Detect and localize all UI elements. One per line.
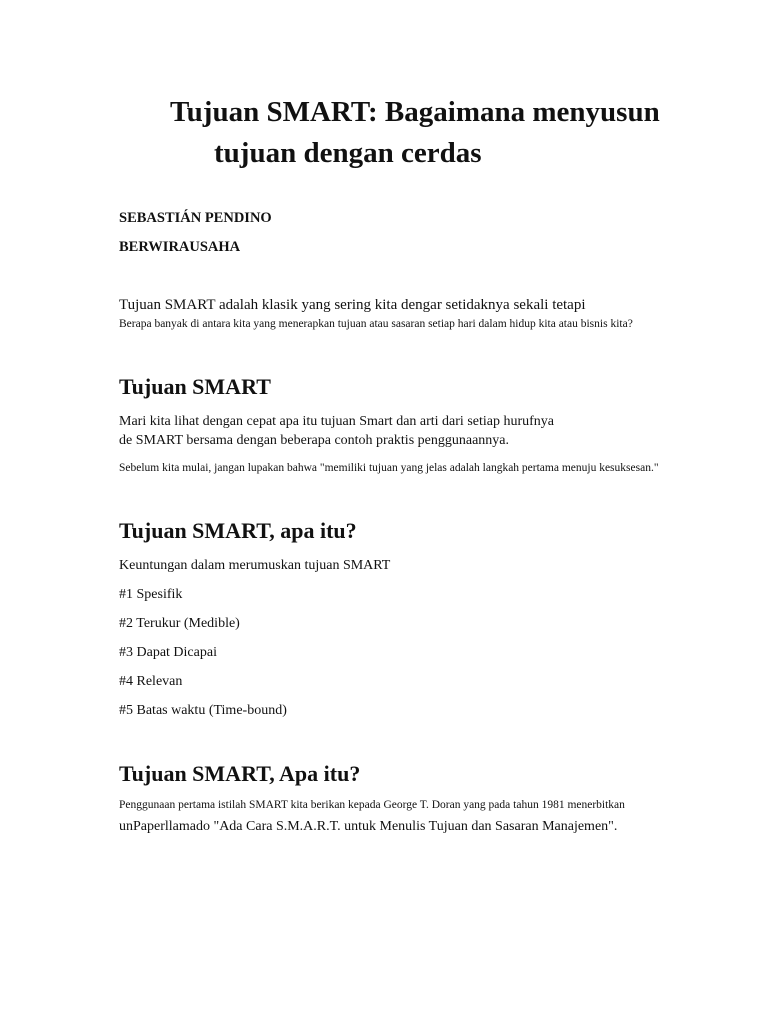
list-item-batas-waktu: #5 Batas waktu (Time-bound)	[119, 703, 287, 718]
document-title-line-1: Tujuan SMART: Bagaimana menyusun	[170, 96, 660, 128]
section-heading-apa-itu: Tujuan SMART, apa itu?	[119, 518, 357, 543]
list-item-spesifik: #1 Spesifik	[119, 587, 183, 602]
section-heading-apa-itu-2: Tujuan SMART, Apa itu?	[119, 761, 361, 786]
section-heading-tujuan-smart: Tujuan SMART	[119, 374, 271, 399]
section1-paragraph-line-2: de SMART bersama dengan beberapa contoh praktis penggunaannya.	[119, 433, 510, 448]
category-label: BERWIRAUSAHA	[119, 239, 241, 255]
section3-paragraph-line-1: Penggunaan pertama istilah SMART kita berikan kepada George T. Doran yang pada tahun 1981 menerbitkan	[119, 799, 625, 811]
section3-paragraph-line-2: unPaperllamado "Ada Cara S.M.A.R.T. untuk Menulis Tujuan dan Sasaran Manajemen".	[119, 819, 618, 834]
list-item-dapat-dicapai: #3 Dapat Dicapai	[119, 645, 217, 660]
document-title-line-2: tujuan dengan cerdas	[214, 137, 482, 169]
section2-subtitle: Keuntungan dalam merumuskan tujuan SMART	[119, 558, 391, 573]
section1-quote: Sebelum kita mulai, jangan lupakan bahwa "memiliki tujuan yang jelas adalah langkah pertama menuju kesuksesan."	[119, 462, 659, 474]
intro-line-2: Berapa banyak di antara kita yang menerapkan tujuan atau sasaran setiap hari dalam hidup kita atau bisnis kita?	[119, 318, 633, 330]
section1-paragraph-line-1: Mari kita lihat dengan cepat apa itu tujuan Smart dan arti dari setiap hurufnya	[119, 414, 555, 429]
list-item-terukur: #2 Terukur (Medible)	[119, 616, 240, 631]
intro-line-1: Tujuan SMART adalah klasik yang sering kita dengar setidaknya sekali tetapi	[119, 297, 586, 313]
author-name: SEBASTIÁN PENDINO	[119, 210, 272, 226]
list-item-relevan: #4 Relevan	[119, 674, 183, 689]
